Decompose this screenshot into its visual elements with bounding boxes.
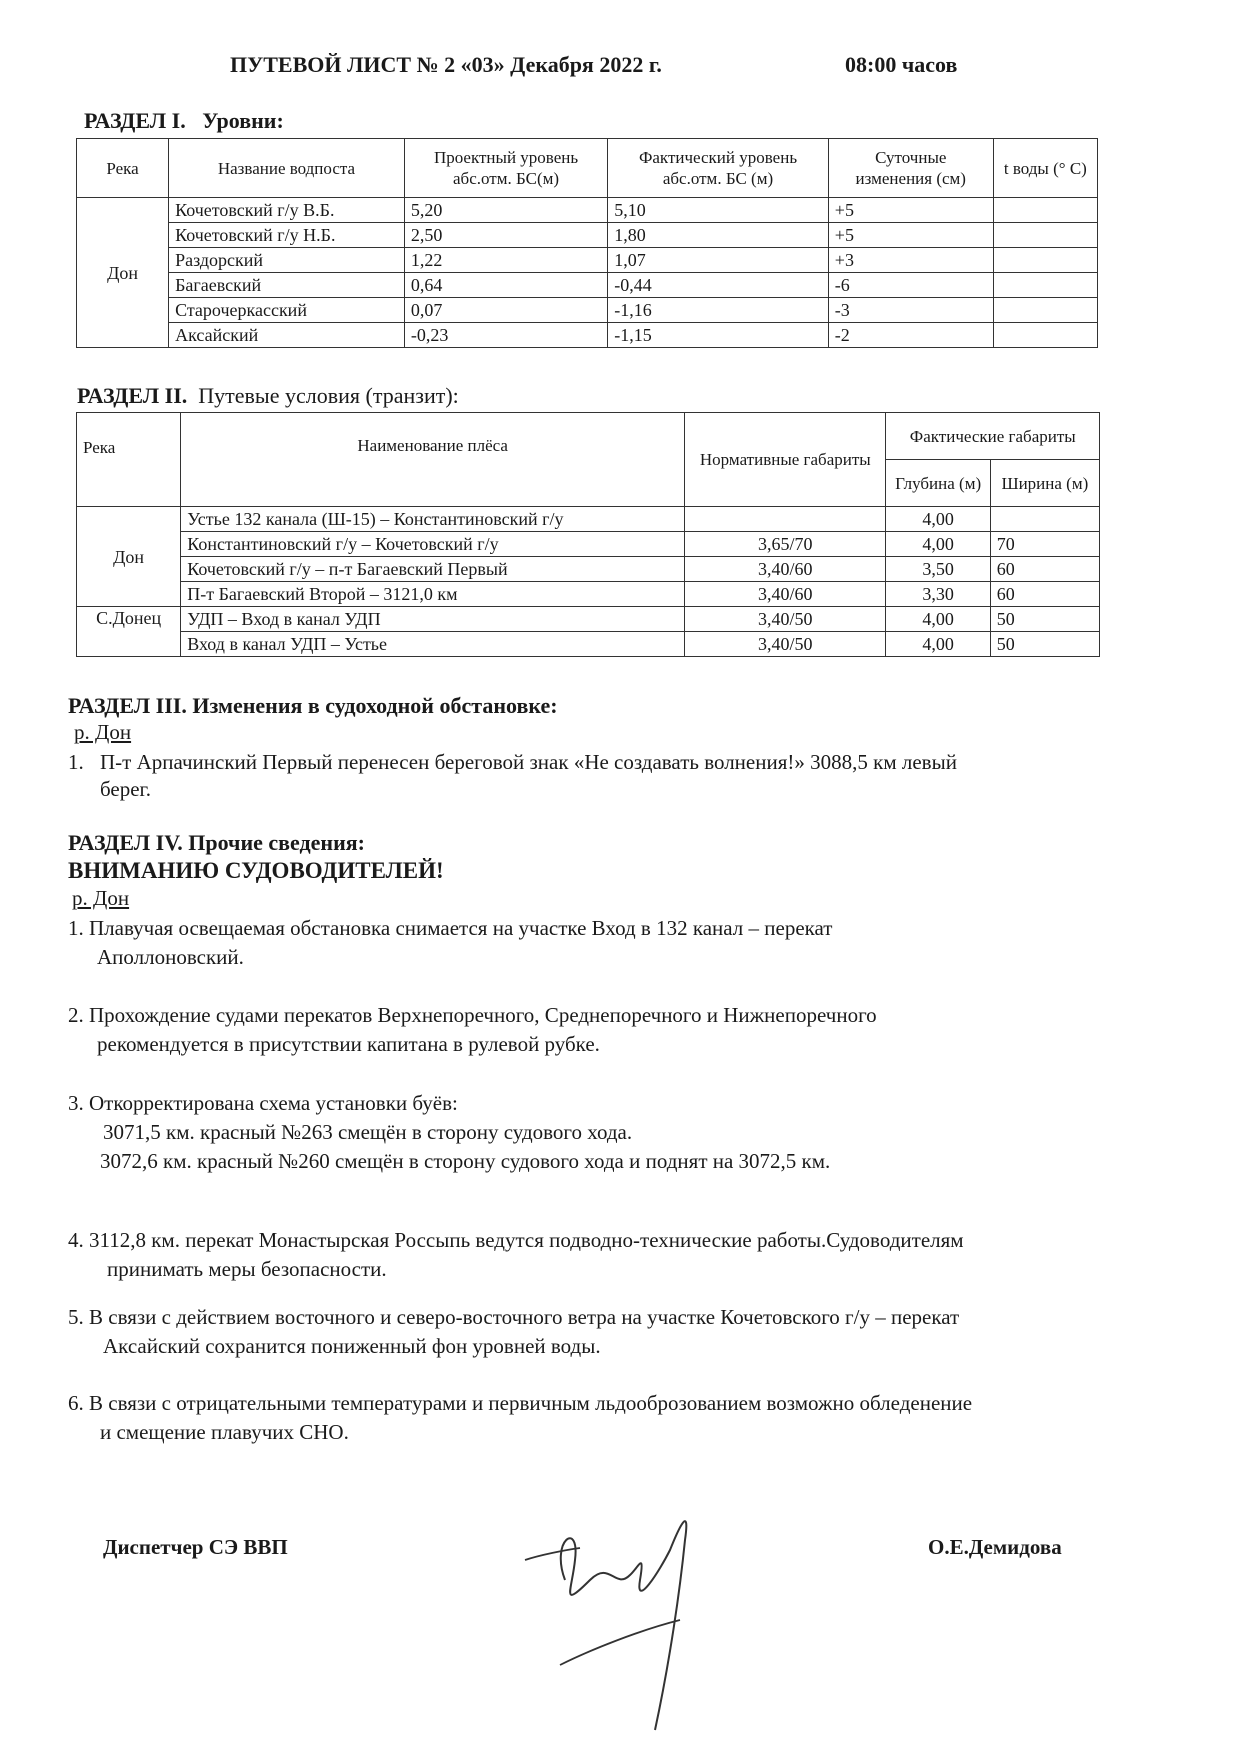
section1-title-text: Уровни: (202, 108, 284, 133)
route-conditions-table (76, 412, 1100, 657)
col-fact: Фактические габариты (886, 413, 1100, 460)
width-cell (990, 507, 1099, 532)
section3-item-line: берег. (100, 777, 152, 801)
post-cell: Раздорский (169, 248, 405, 273)
col-depth: Глубина (м) (886, 460, 990, 507)
post-cell: Кочетовский г/у В.Б. (169, 198, 405, 223)
norm-cell: 3,40/50 (685, 607, 886, 632)
section4-title: РАЗДЕЛ IV. Прочие сведения: (68, 830, 365, 855)
table-row (77, 607, 1100, 632)
temp-cell (993, 248, 1097, 273)
change-cell: -2 (828, 323, 993, 348)
attention-heading: ВНИМАНИЮ СУДОВОДИТЕЛЕЙ! (68, 858, 444, 883)
river-cell: С.Донец (77, 607, 181, 657)
section4-item-line: и смещение плавучих СНО. (100, 1420, 349, 1444)
col-fact-level: Фактический уровень абс.отм. БС (м) (608, 139, 829, 198)
table-header-row (77, 139, 1098, 198)
reach-cell: Вход в канал УДП – Устье (181, 632, 685, 657)
temp-cell (993, 223, 1097, 248)
table-row (77, 507, 1100, 532)
section4-item-line: Аксайский сохранится пониженный фон уровней воды. (103, 1334, 601, 1358)
reach-cell: УДП – Вход в канал УДП (181, 607, 685, 632)
temp-cell (993, 323, 1097, 348)
section4-item-line: 5. В связи с действием восточного и северо-восточного ветра на участке Кочетовского г/у – перекат (68, 1305, 960, 1329)
col-reach: Наименование плёса (181, 413, 685, 507)
post-cell: Кочетовский г/у Н.Б. (169, 223, 405, 248)
change-cell: -6 (828, 273, 993, 298)
change-cell: +3 (828, 248, 993, 273)
col-river: Река (77, 139, 169, 198)
col-daily-change: Суточные изменения (см) (828, 139, 993, 198)
section4-item-line: 4. 3112,8 км. перекат Монастырская Россыпь ведутся подводно-технические работы.Судоводителям (68, 1228, 964, 1252)
col-water-temp: t воды (° С) (993, 139, 1097, 198)
fact-cell: -0,44 (608, 273, 829, 298)
change-cell: +5 (828, 223, 993, 248)
width-cell: 50 (990, 607, 1099, 632)
table-row (77, 198, 1098, 223)
depth-cell: 4,00 (886, 507, 990, 532)
table-row (77, 632, 1100, 657)
section2-title-number: РАЗДЕЛ II. (77, 383, 188, 408)
section3-item-line: П-т Арпачинский Первый перенесен береговой знак «Не создавать волнения!» 3088,5 км левый (100, 750, 957, 774)
table-row (77, 298, 1098, 323)
dispatcher-name: О.Е.Демидова (928, 1535, 1062, 1559)
temp-cell (993, 198, 1097, 223)
col-river: Река (77, 413, 181, 507)
post-cell: Аксайский (169, 323, 405, 348)
col-post-name: Название водпоста (169, 139, 405, 198)
project-cell: 1,22 (404, 248, 607, 273)
depth-cell: 3,50 (886, 557, 990, 582)
norm-cell: 3,40/60 (685, 557, 886, 582)
levels-table (76, 138, 1098, 348)
table-row (77, 223, 1098, 248)
depth-cell: 4,00 (886, 532, 990, 557)
document-time: 08:00 часов (845, 52, 958, 77)
river-cell: Дон (77, 198, 169, 348)
fact-cell: -1,15 (608, 323, 829, 348)
table-row (77, 582, 1100, 607)
project-cell: -0,23 (404, 323, 607, 348)
change-cell: -3 (828, 298, 993, 323)
fact-cell: 5,10 (608, 198, 829, 223)
temp-cell (993, 298, 1097, 323)
temp-cell (993, 273, 1097, 298)
section1-title-number: РАЗДЕЛ I. (84, 108, 186, 133)
width-cell: 70 (990, 532, 1099, 557)
change-cell: +5 (828, 198, 993, 223)
width-cell: 60 (990, 557, 1099, 582)
norm-cell: 3,40/50 (685, 632, 886, 657)
depth-cell: 4,00 (886, 632, 990, 657)
river-cell: Дон (77, 507, 181, 607)
section4-item-line: 1. Плавучая освещаемая обстановка снимается на участке Вход в 132 канал – перекат (68, 916, 833, 940)
section4-item-line: 3072,6 км. красный №260 смещён в сторону судового хода и поднят на 3072,5 км. (100, 1149, 831, 1173)
section3-title: РАЗДЕЛ III. Изменения в судоходной обстановке: (68, 693, 558, 718)
project-cell: 0,64 (404, 273, 607, 298)
section4-item-line: 3. Откорректирована схема установки буёв: (68, 1091, 458, 1115)
section4-river-label: р. Дон (72, 886, 130, 910)
section4-item-line: 6. В связи с отрицательными температурами и первичным льдооброзованием возможно обледенение (68, 1391, 973, 1415)
table-row (77, 557, 1100, 582)
document-title: ПУТЕВОЙ ЛИСТ № 2 «03» Декабря 2022 г. (230, 52, 662, 77)
width-cell: 50 (990, 632, 1099, 657)
norm-cell: 3,40/60 (685, 582, 886, 607)
section4-item-line: 2. Прохождение судами перекатов Верхнепоречного, Среднепоречного и Нижнепоречного (68, 1003, 877, 1027)
norm-cell: 3,65/70 (685, 532, 886, 557)
section3-item-number: 1. (68, 750, 84, 774)
table-row (77, 323, 1098, 348)
section4-item-line: рекомендуется в присутствии капитана в рулевой рубке. (97, 1032, 600, 1056)
fact-cell: 1,07 (608, 248, 829, 273)
depth-cell: 4,00 (886, 607, 990, 632)
section2-title (77, 383, 459, 409)
reach-cell: Константиновский г/у – Кочетовский г/у (181, 532, 685, 557)
fact-cell: 1,80 (608, 223, 829, 248)
col-norm: Нормативные габариты (685, 413, 886, 507)
section4-item-line: принимать меры безопасности. (107, 1257, 387, 1281)
section4-item-line: Аполлоновский. (97, 945, 244, 969)
document-header (230, 52, 958, 78)
project-cell: 2,50 (404, 223, 607, 248)
reach-cell: Кочетовский г/у – п-т Багаевский Первый (181, 557, 685, 582)
depth-cell: 3,30 (886, 582, 990, 607)
post-cell: Багаевский (169, 273, 405, 298)
table-row (77, 532, 1100, 557)
project-cell: 5,20 (404, 198, 607, 223)
reach-cell: Устье 132 канала (Ш-15) – Константиновский г/у (181, 507, 685, 532)
section4-item-line: 3071,5 км. красный №263 смещён в сторону судового хода. (103, 1120, 633, 1144)
col-width: Ширина (м) (990, 460, 1099, 507)
reach-cell: П-т Багаевский Второй – 3121,0 км (181, 582, 685, 607)
norm-cell (685, 507, 886, 532)
handwritten-signature (520, 1480, 720, 1755)
table-row (77, 248, 1098, 273)
section1-title (84, 108, 284, 134)
project-cell: 0,07 (404, 298, 607, 323)
table-row (77, 273, 1098, 298)
post-cell: Старочеркасский (169, 298, 405, 323)
col-project-level: Проектный уровень абс.отм. БС(м) (404, 139, 607, 198)
section2-title-text: Путевые условия (транзит): (198, 383, 459, 408)
dispatcher-position: Диспетчер СЭ ВВП (103, 1535, 288, 1559)
table-header-row (77, 413, 1100, 460)
width-cell: 60 (990, 582, 1099, 607)
fact-cell: -1,16 (608, 298, 829, 323)
section3-river-label: р. Дон (74, 720, 132, 744)
